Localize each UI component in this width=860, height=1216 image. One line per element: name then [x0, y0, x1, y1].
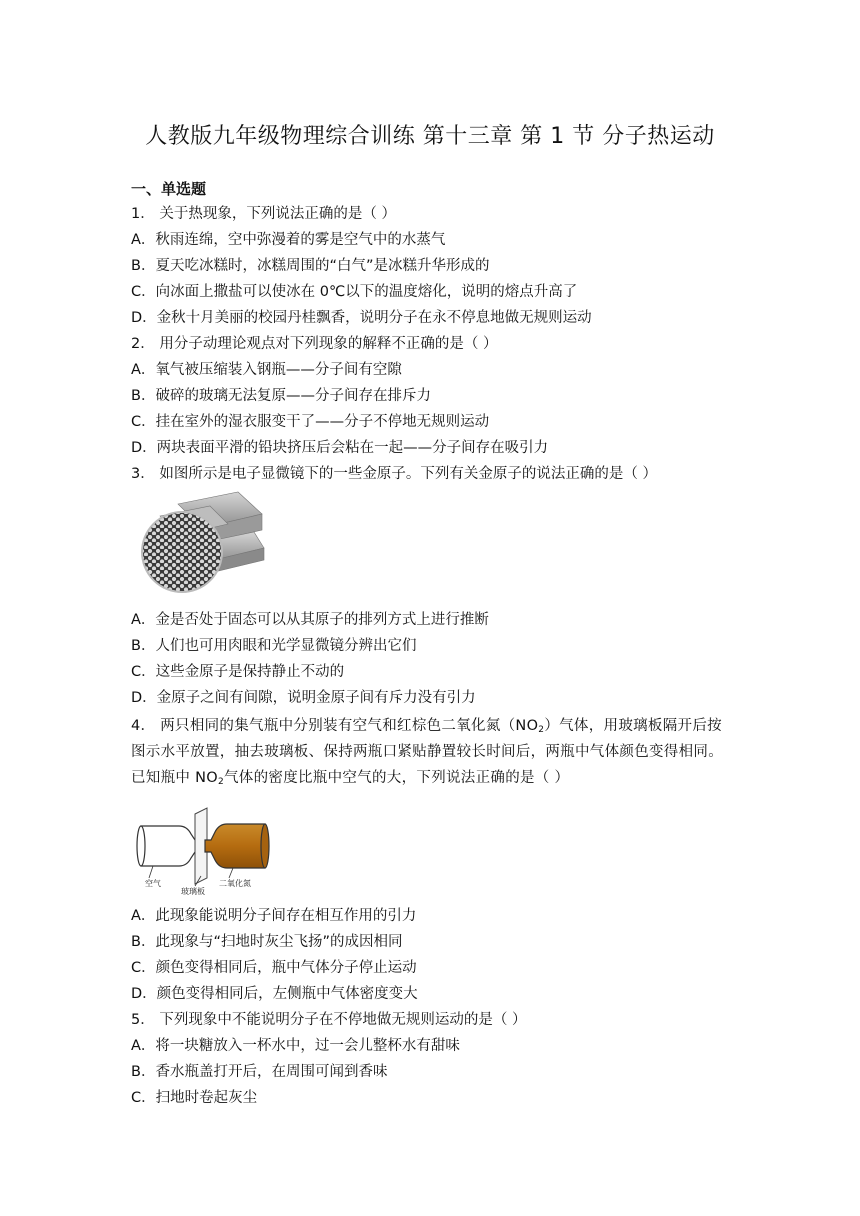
question-4-stem-line-3: 已知瓶中 $NO_2$气体的密度比瓶中空气的大，下列说法正确的是（ ）: [131, 770, 570, 787]
question-4-option-b: B．此现象与“扫地时灰尘飞扬”的成因相同: [131, 934, 403, 950]
no2-label: 二氧化氮: [219, 879, 251, 888]
question-5-option-c: C．扫地时卷起灰尘: [131, 1090, 258, 1106]
right-bottle: [205, 824, 265, 868]
question-3-option-a: A．金是否处于固态可以从其原子的排列方式上进行推断: [131, 612, 489, 628]
question-2-stem: 2． 用分子动理论观点对下列现象的解释不正确的是（ ）: [131, 336, 498, 352]
question-2-option-c: C．挂在室外的湿衣服变干了——分子不停地无规则运动: [131, 414, 490, 430]
question-1-option-c: C．向冰面上撒盐可以使冰在 0℃以下的温度熔化，说明的熔点升高了: [131, 284, 578, 300]
question-3-stem: 3． 如图所示是电子显微镜下的一些金原子。下列有关金原子的说法正确的是（ ）: [131, 466, 657, 482]
glass-plate-label: 玻璃板: [181, 887, 205, 896]
question-5-option-a: A．将一块糖放入一杯水中，过一会儿整杯水有甜味: [131, 1038, 460, 1054]
question-4-stem-line-1: 4． 两只相同的集气瓶中分别装有空气和红棕色二氧化氮$(NO_2)$气体，用玻璃板隔开后按: [131, 718, 722, 735]
question-3-option-d: D．金原子之间有间隙，说明金原子间有斥力没有引力: [131, 690, 476, 706]
question-2-option-d: D．两块表面平滑的铅块挤压后会粘在一起——分子间存在吸引力: [131, 440, 549, 456]
question-1-option-b: B．夏天吃冰糕时，冰糕周围的“白气”是冰糕升华形成的: [131, 258, 490, 274]
air-label: 空气: [145, 879, 161, 888]
question-1-option-d: D．金秋十月美丽的校园丹桂飘香，说明分子在永不停息地做无规则运动: [131, 310, 592, 326]
question-5-stem: 5． 下列现象中不能说明分子在不停地做无规则运动的是（ ）: [131, 1012, 527, 1028]
left-bottle: [141, 826, 199, 866]
question-4-option-a: A．此现象能说明分子间存在相互作用的引力: [131, 908, 417, 924]
question-2-option-a: A．氧气被压缩装入钢瓶——分子间有空隙: [131, 362, 402, 378]
question-3-option-c: C．这些金原子是保持静止不动的: [131, 664, 345, 680]
question-1-option-a: A．秋雨连绵，空中弥漫着的雾是空气中的水蒸气: [131, 232, 446, 248]
gold-atoms-figure: [140, 486, 265, 598]
gas-bottles-figure: [133, 806, 273, 896]
question-3-option-b: B．人们也可用肉眼和光学显微镜分辨出它们: [131, 638, 417, 654]
question-5-option-b: B．香水瓶盖打开后，在周围可闻到香味: [131, 1064, 388, 1080]
question-4-option-c: C．颜色变得相同后，瓶中气体分子停止运动: [131, 960, 417, 976]
question-4-option-d: D．颜色变得相同后，左侧瓶中气体密度变大: [131, 986, 418, 1002]
question-1-stem: 1． 关于热现象，下列说法正确的是（ ）: [131, 206, 396, 222]
section-heading: 一、单选题: [131, 180, 207, 198]
page-title: 人教版九年级物理综合训练 第十三章 第 1 节 分子热运动: [145, 124, 715, 149]
question-4-stem-line-2: 图示水平放置，抽去玻璃板、保持两瓶口紧贴静置较长时间后，两瓶中气体颜色变得相同。: [131, 744, 723, 760]
question-2-option-b: B．破碎的玻璃无法复原——分子间存在排斥力: [131, 388, 431, 404]
